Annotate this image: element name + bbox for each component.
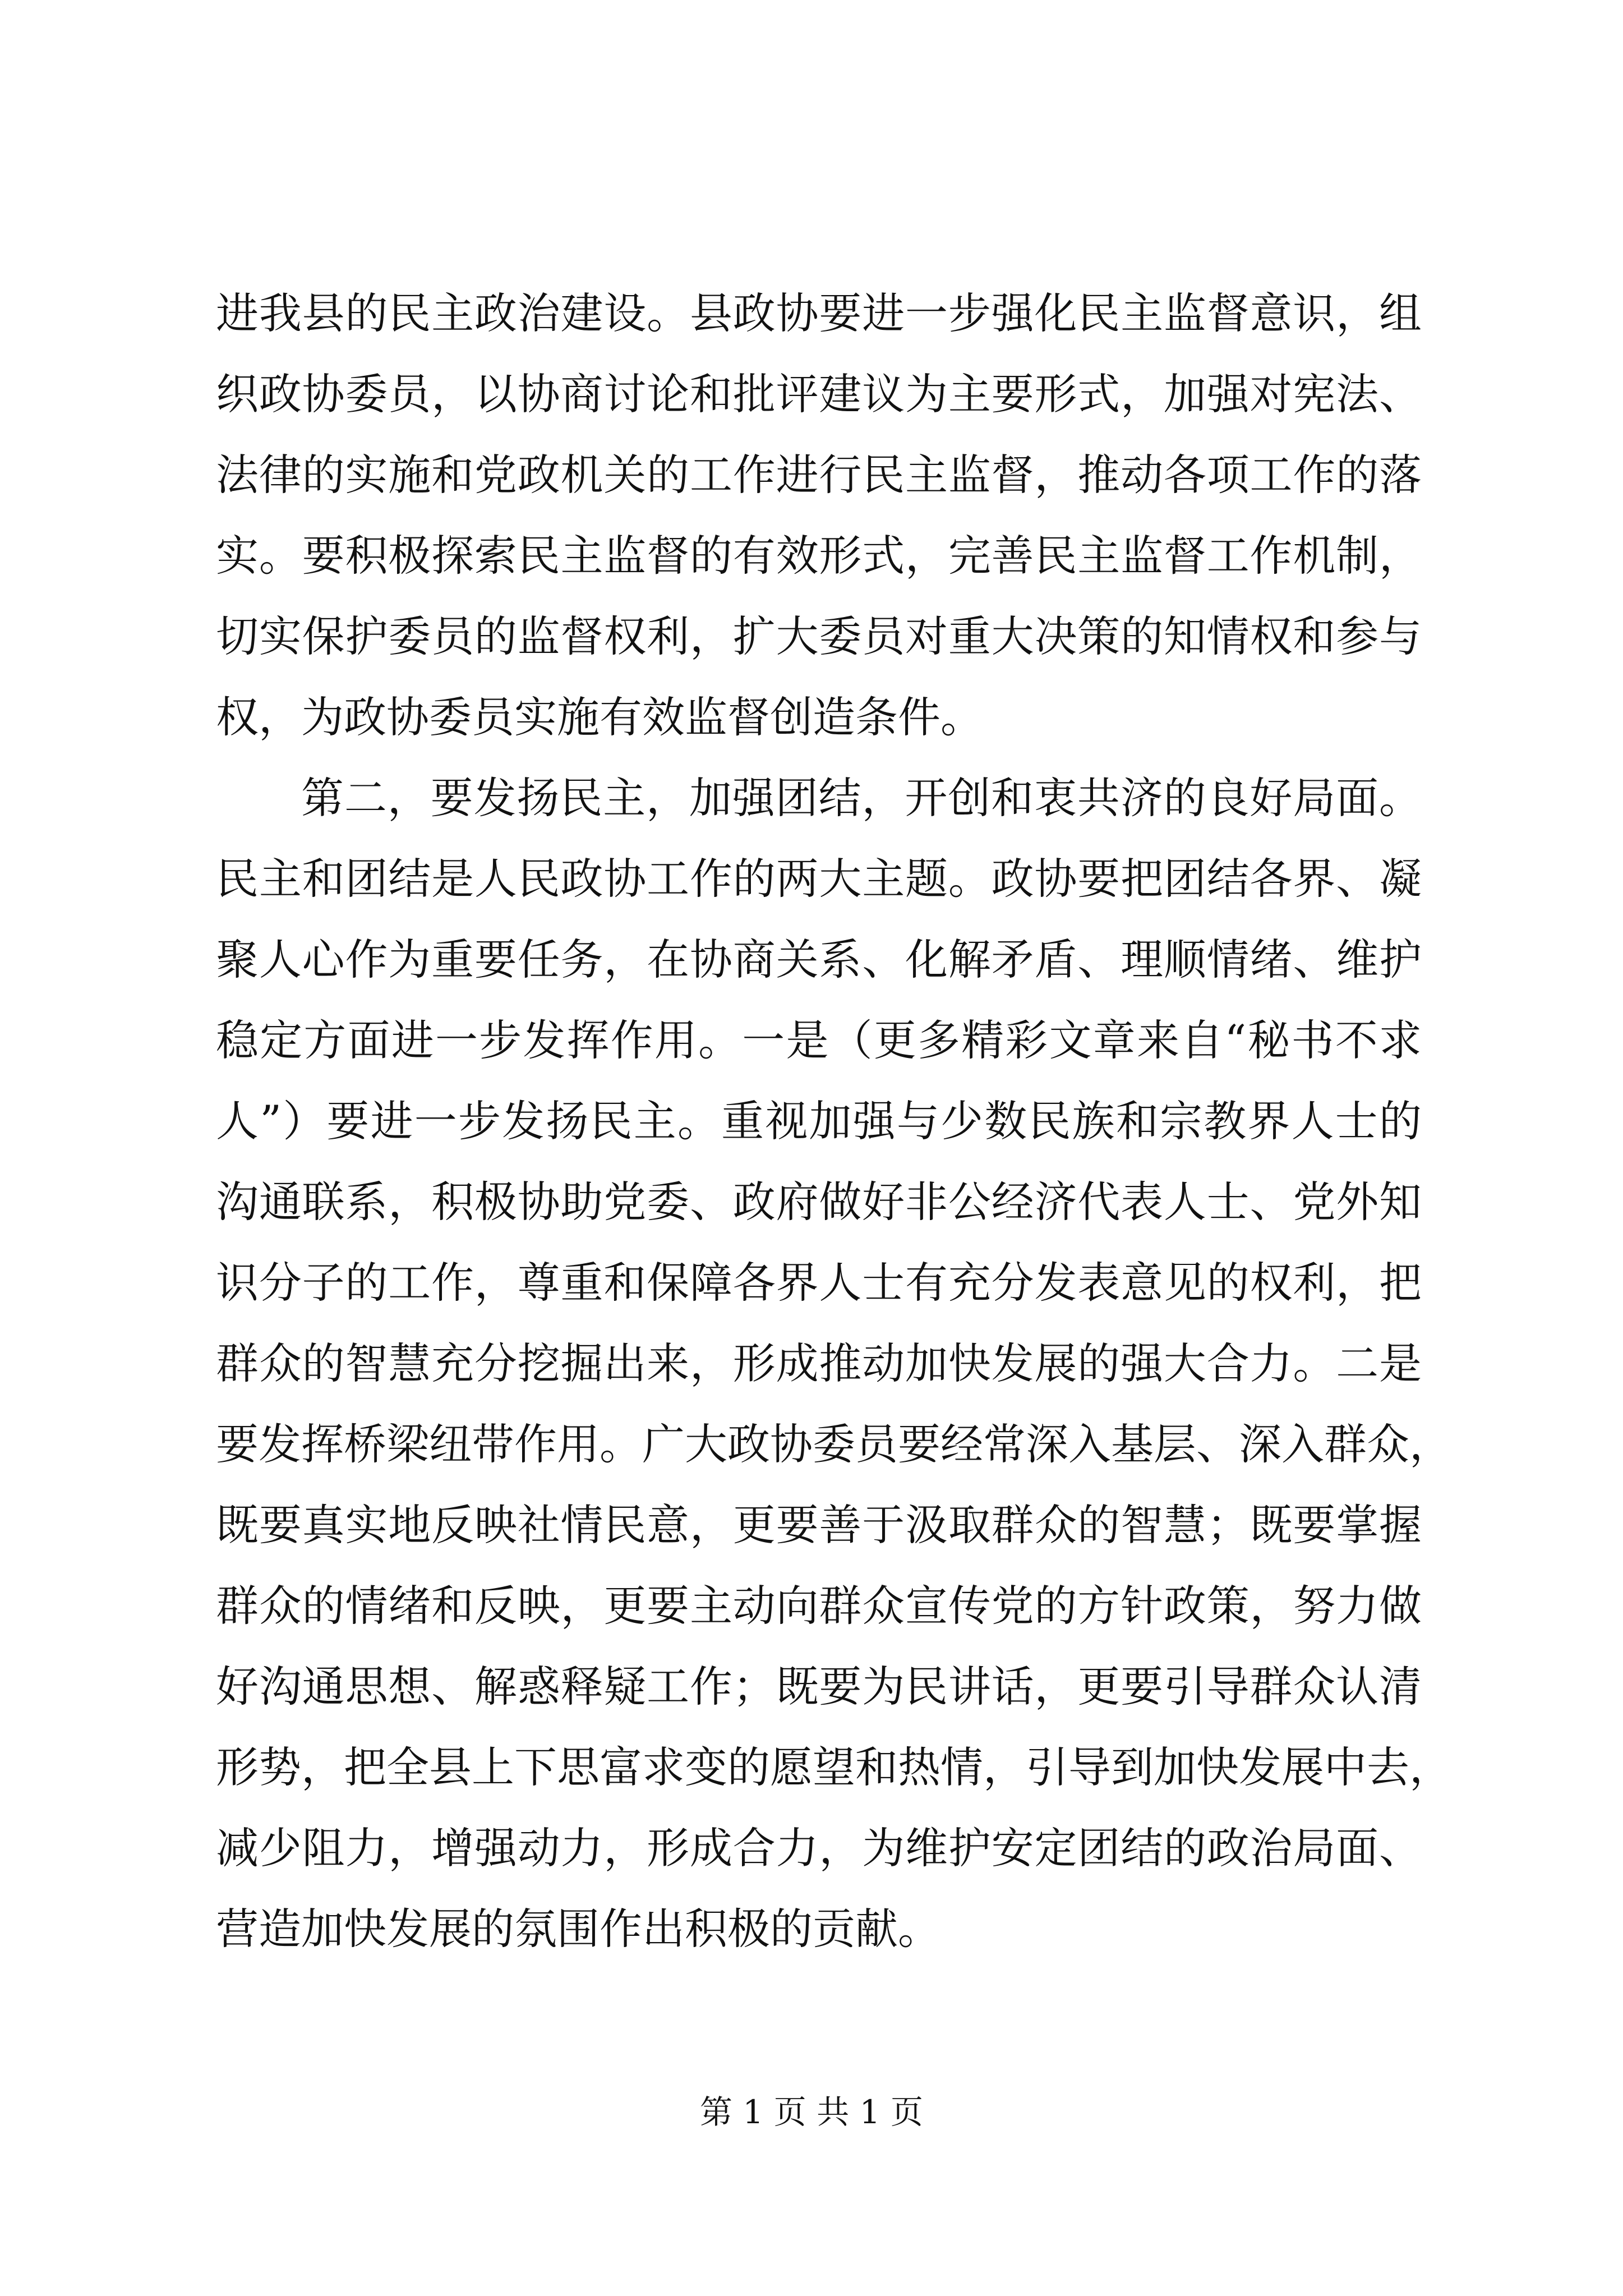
paragraph-line: 织政协委员，以协商讨论和批评建议为主要形式，加强对宪法、 — [216, 369, 1422, 419]
paragraph-line: 群众的情绪和反映，更要主动向群众宣传党的方针政策，努力做 — [216, 1581, 1422, 1631]
paragraph-line: 形势，把全县上下思富求变的愿望和热情，引导到加快发展中去， — [216, 1742, 1452, 1792]
paragraph-line: 人”）要进一步发扬民主。重视加强与少数民族和宗教界人士的 — [216, 1096, 1422, 1146]
paragraph-line: 进我县的民主政治建设。县政协要进一步强化民主监督意识，组 — [216, 288, 1422, 338]
paragraph-2 — [216, 758, 1452, 1970]
paragraph-line: 沟通联系，积极协助党委、政府做好非公经济代表人士、党外知 — [216, 1177, 1422, 1227]
paragraph-line: 聚人心作为重要任务，在协商关系、化解矛盾、理顺情绪、维护 — [216, 935, 1422, 984]
paragraph-line: 要发挥桥梁纽带作用。广大政协委员要经常深入基层、深入群众， — [216, 1419, 1452, 1469]
paragraph-line: 既要真实地反映社情民意，更要善于汲取群众的智慧；既要掌握 — [216, 1500, 1422, 1550]
paragraph-line: 第二，要发扬民主，加强团结，开创和衷共济的良好局面。 — [301, 773, 1422, 823]
paragraph-line: 民主和团结是人民政协工作的两大主题。政协要把团结各界、凝 — [216, 854, 1422, 904]
page-number-label: 第 1 页 共 1 页 — [700, 2093, 923, 2131]
paragraph-line: 切实保护委员的监督权利，扩大委员对重大决策的知情权和参与 — [216, 611, 1422, 661]
paragraph-line: 营造加快发展的氛围作出积极的贡献。 — [216, 1904, 940, 1954]
paragraph-line: 识分子的工作，尊重和保障各界人士有充分发表意见的权利，把 — [216, 1258, 1422, 1308]
paragraph-line: 好沟通思想、解惑释疑工作；既要为民讲话，更要引导群众认清 — [216, 1662, 1422, 1711]
document-body — [216, 273, 1452, 1970]
paragraph-line: 稳定方面进一步发挥作用。一是（更多精彩文章来自“秘书不求 — [216, 1015, 1422, 1065]
paragraph-line: 实。要积极探索民主监督的有效形式，完善民主监督工作机制， — [216, 531, 1422, 581]
paragraph-line: 法律的实施和党政机关的工作进行民主监督，推动各项工作的落 — [216, 450, 1422, 500]
paragraph-line: 减少阻力，增强动力，形成合力，为维护安定团结的政治局面、 — [216, 1823, 1422, 1873]
paragraph-line: 权，为政协委员实施有效监督创造条件。 — [216, 692, 983, 742]
paragraph-line: 群众的智慧充分挖掘出来，形成推动加快发展的强大合力。二是 — [216, 1338, 1422, 1388]
paragraph-1 — [216, 273, 1422, 758]
page-footer — [0, 2090, 1623, 2134]
